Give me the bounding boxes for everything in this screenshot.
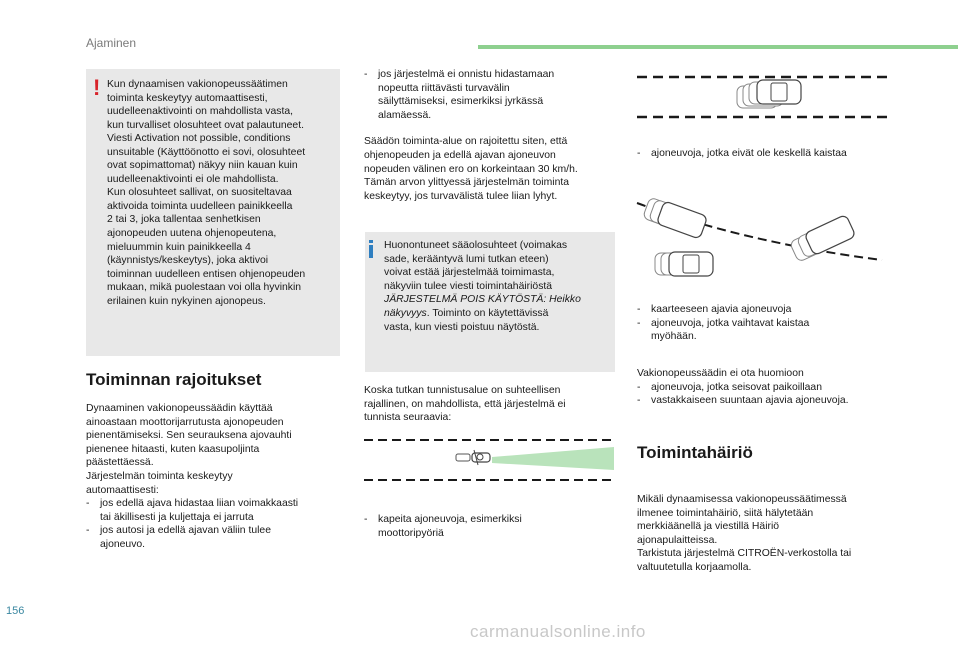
list-item-line: jos edellä ajava hidastaa liian voimakkaasti [100, 498, 299, 510]
list-item: - ajoneuvoja, jotka vaihtavat kaistaa myöhään. [637, 317, 927, 344]
list-item: - ajoneuvoja, jotka eivät ole keskellä kaistaa [637, 147, 927, 161]
info-line: näkyviin tulee viesti toimintahäiriöstä [384, 280, 553, 292]
list-item-line: ajoneuvoja, jotka eivät ole keskellä kaistaa [651, 148, 847, 159]
warning-line: toiminnan uudelleen entisen ohjenopeuden [107, 268, 306, 280]
body-line: Koska tutkan tunnistusalue on suhteellisen [364, 385, 561, 396]
list-item: - jos autosi ja edellä ajavan väliin tulee ajoneuvo. [86, 524, 346, 551]
list-item-line: ajoneuvoja, jotka vaihtavat kaistaa [651, 317, 810, 329]
list-item-line: nopeutta riittävästi turvavälin [378, 82, 510, 94]
body-line: rajallinen, on mahdollista, että järjestelmä ei [364, 398, 566, 410]
ignores-text [637, 367, 927, 408]
body-line: ohjenopeuden ja edellä ajavan ajoneuvon [364, 149, 556, 161]
list-item-line: moottoripyöriä [378, 527, 444, 539]
info-text [384, 239, 612, 334]
body-line: Tarkistuta järjestelmä CITROËN-verkostolla tai [637, 548, 852, 560]
info-line: voivat estää järjestelmää toimimasta, [384, 267, 555, 279]
motorcycle-illustration [364, 437, 614, 482]
motorcycle-icon [456, 450, 490, 465]
list-item-line: kapeita ajoneuvoja, esimerkiksi [378, 514, 522, 525]
warning-line: 2 tai 3, joka tallentaa senhetkisen [107, 214, 261, 226]
list-item: - jos järjestelmä ei onnistu hidastamaan nopeutta riittävästi turvavälin säilyttämiseksi, esimerkiksi jyrkässä alamäessä. [364, 68, 624, 122]
list-item-line: kaarteeseen ajavia ajoneuvoja [651, 304, 792, 315]
list-item-line: säilyttämiseksi, esimerkiksi jyrkässä [378, 96, 544, 108]
info-line-mixed: näkyvyys. Toiminto on käytettävissä [384, 307, 549, 319]
warning-line: ajonopeuden uutena ohjenopeutena, [107, 228, 277, 240]
warning-exclamation-icon: ! [93, 75, 101, 100]
section-title-limitations: Toiminnan rajoitukset [86, 370, 262, 389]
list-item-line: jos järjestelmä ei onnistu hidastamaan [378, 69, 555, 80]
body-line: ajonapulaitteissa. [637, 534, 718, 546]
list-item: - jos edellä ajava hidastaa liian voimakkaasti tai äkillisesti ja kuljettaja ei jarruta [86, 497, 346, 524]
info-line: vasta, kun viesti poistuu näytöstä. [384, 321, 540, 333]
list-item-line: myöhään. [651, 331, 697, 343]
body-line: tunnista seuraavia: [364, 412, 452, 424]
off-center-caption [637, 147, 927, 161]
warning-line: Kun olosuhteet sallivat, on suositeltavaa [107, 187, 292, 199]
list-item-line: alamäessä. [378, 109, 432, 121]
warning-line: ovat sopimattomat) näkyy niin kauan kuin [107, 160, 298, 172]
body-line: keskeytyy, jos turvavälistä tulee liian lyhyt. [364, 190, 558, 202]
curve-lane-change-illustration [637, 198, 887, 286]
body-line: pienentämiseksi. Sen seurauksena ajovauhti [86, 430, 292, 442]
list-item-line: vastakkaiseen suuntaan ajavia ajoneuvoja. [651, 395, 849, 407]
curve-captions [637, 303, 927, 344]
warning-line: erilainen kuin nykyinen ajonopeus. [107, 295, 266, 307]
car-icon [737, 80, 801, 108]
warning-line: uudelleenaktivointi ei ole mahdollista. [107, 173, 279, 185]
car-icon [643, 197, 708, 239]
list-item: - vastakkaiseen suuntaan ajavia ajoneuvoja. [637, 394, 927, 408]
fault-text [637, 493, 927, 575]
limitations-body [86, 402, 346, 552]
watermark: carmanualsonline.info [470, 622, 646, 641]
body-line: Vakionopeussäädin ei ota huomioon [637, 368, 804, 379]
motorcycle-caption [364, 513, 624, 540]
warning-line: mieluummin kuin painikkeella 4 [107, 241, 251, 253]
warning-line: unsuitable (Käyttöönotto ei sovi, olosuhteet [107, 146, 306, 158]
body-line: päästettäessä. [86, 457, 154, 469]
list-item-line: tai äkillisesti ja kuljettaja ei jarruta [100, 511, 254, 523]
warning-line: mukaan, mikä puolestaan voi olla hyvinkin [107, 282, 302, 294]
section-title-fault: Toimintahäiriö [637, 443, 753, 462]
middle-top-text [364, 68, 624, 203]
info-line-italic: JÄRJESTELMÄ POIS KÄYTÖSTÄ: Heikko [384, 294, 581, 306]
header-title: Ajaminen [86, 36, 137, 50]
list-item: - ajoneuvoja, jotka seisovat paikoillaan [637, 381, 927, 395]
list-item: - kapeita ajoneuvoja, esimerkiksi moottoripyöriä [364, 513, 624, 540]
body-line: pienenee hitaasti, kuten kaasupoljinta [86, 443, 260, 455]
body-line: Järjestelmän toiminta keskeytyy [86, 470, 233, 482]
body-line: merkkiäänellä ja viestillä Häiriö [637, 521, 780, 533]
warning-line: toiminta keskeytyy automaattisesti, [107, 92, 268, 104]
warning-line: Viesti Activation not possible, conditions [107, 133, 291, 145]
warning-text [107, 78, 335, 308]
body-line: Säädön toiminta-alue on rajoitettu siten, että [364, 136, 568, 148]
page-number: 156 [6, 605, 25, 617]
list-item: - kaarteeseen ajavia ajoneuvoja [637, 303, 927, 317]
body-line: ilmenee toimintahäiriö, siitä hälytetään [637, 507, 814, 519]
list-item-line: ajoneuvoja, jotka seisovat paikoillaan [651, 381, 822, 393]
body-line: Dynaaminen vakionopeussäädin käyttää [86, 403, 273, 414]
header-accent-bar [478, 45, 958, 49]
body-line: nopeuden välinen ero on korkeintaan 30 km/h. [364, 163, 578, 175]
list-item-line: ajoneuvo. [100, 538, 146, 550]
body-line: automaattisesti: [86, 484, 159, 496]
off-center-car-illustration [637, 74, 887, 124]
info-icon [369, 240, 373, 258]
warning-line: (käynnistys/keskeytys), joka aktivoi [107, 255, 269, 267]
warning-line: Kun dynaamisen vakionopeussäätimen [107, 79, 288, 90]
warning-line: kun turvalliset olosuhteet ovat palautuneet. [107, 119, 304, 131]
list-item-line: jos autosi ja edellä ajavan väliin tulee [100, 525, 271, 537]
info-line: sade, kerääntyvä lumi tutkan eteen) [384, 253, 549, 265]
body-line: Mikäli dynaamisessa vakionopeussäätimessä [637, 494, 847, 505]
warning-line: aktivoida toiminta uudelleen painikkeella [107, 200, 293, 212]
info-line: Huonontuneet sääolosuhteet (voimakas [384, 240, 568, 251]
radar-text [364, 384, 624, 425]
body-line: Tämän arvon ylittyessä järjestelmän toiminta [364, 177, 570, 189]
body-line: valtuutetulla korjaamolla. [637, 561, 752, 573]
body-line: ainoastaan moottorijarrutusta ajonopeuden [86, 416, 284, 428]
warning-line: uudelleenaktivointi on mahdollista vasta, [107, 106, 293, 118]
car-icon [655, 252, 713, 276]
